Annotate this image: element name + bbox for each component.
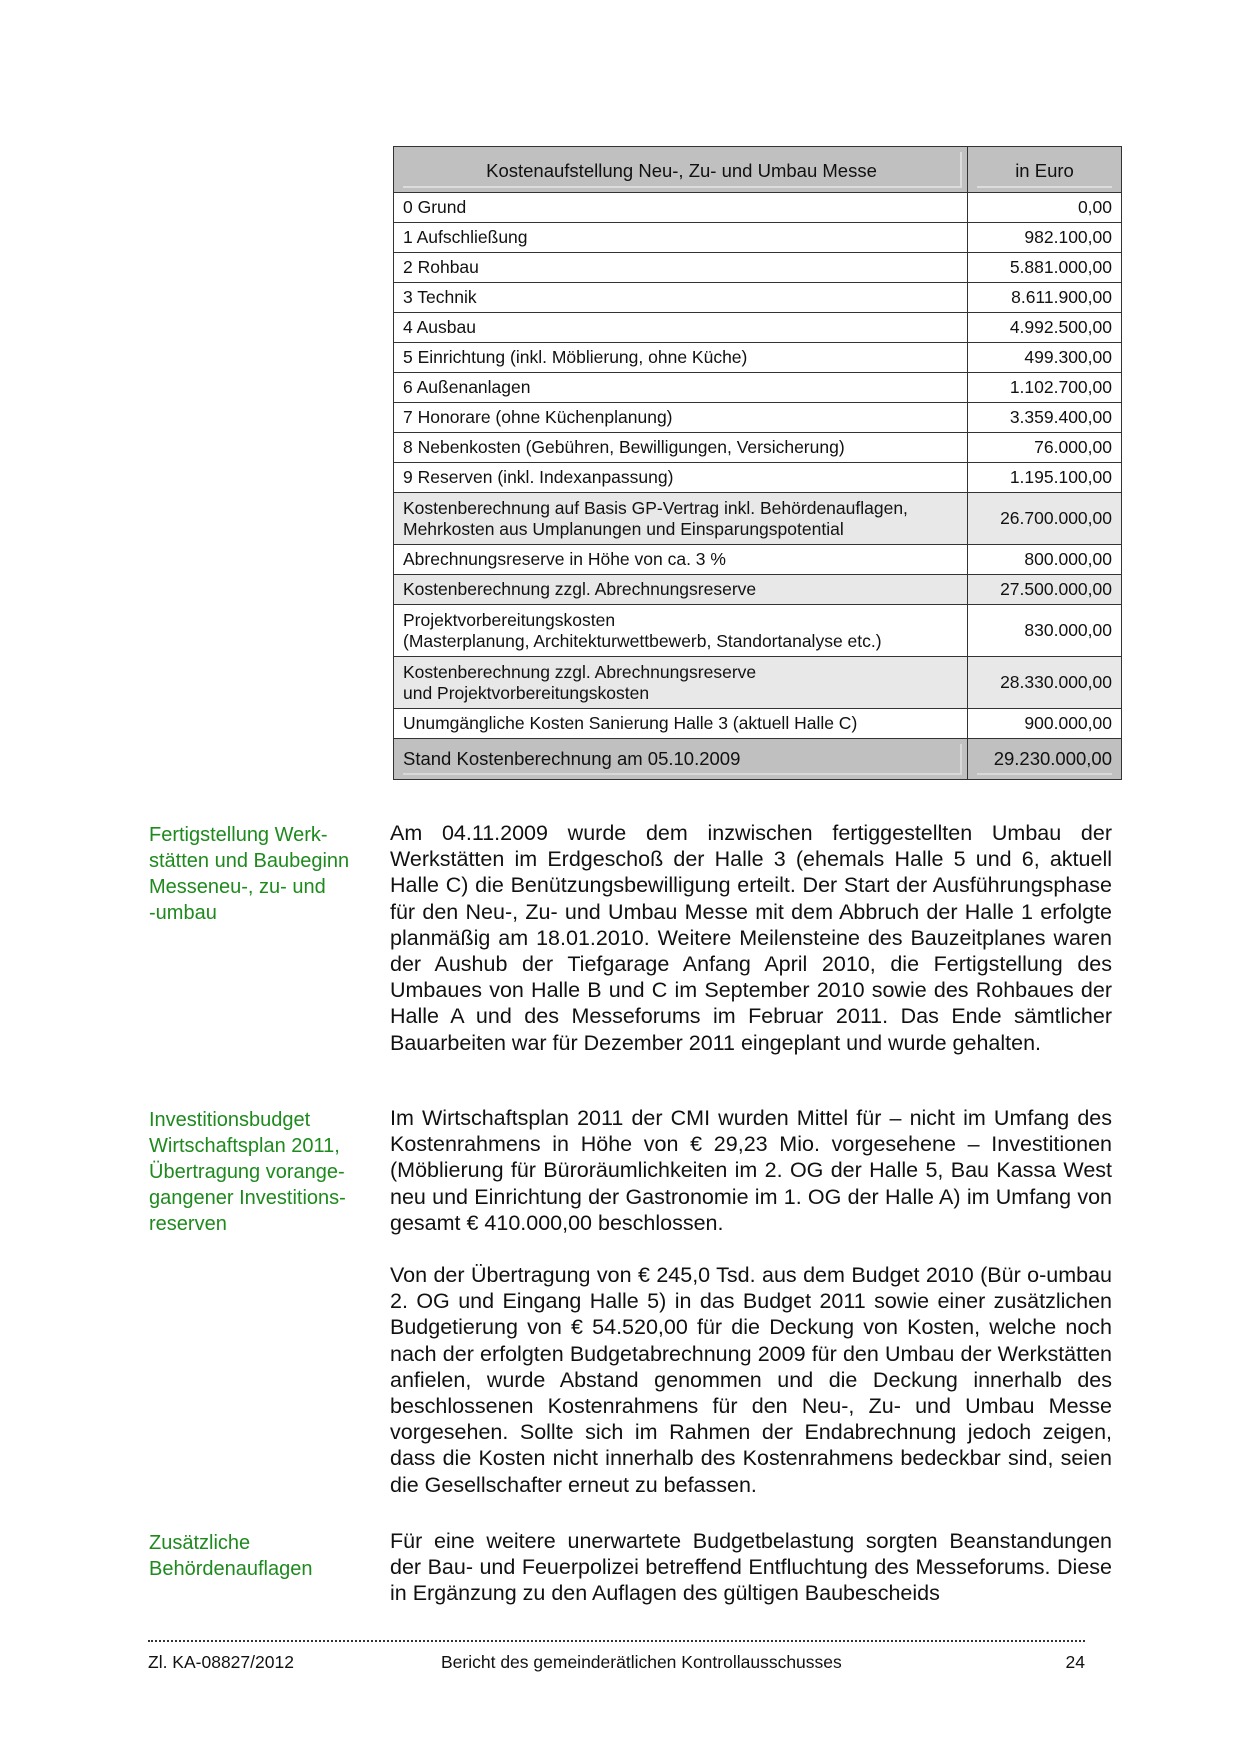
cost-table-row bbox=[394, 283, 1122, 313]
margin-note-line: Behördenauflagen bbox=[149, 1558, 313, 1580]
margin-note-additional-requirements bbox=[149, 1530, 359, 1582]
cost-item-value: 3.359.400,00 bbox=[968, 403, 1122, 433]
cost-item-value: 27.500.000,00 bbox=[968, 575, 1122, 605]
margin-note-line: Wirtschaftsplan 2011, bbox=[149, 1135, 340, 1157]
cost-table-row bbox=[394, 373, 1122, 403]
cost-item-label: 2 Rohbau bbox=[394, 253, 968, 283]
total-value-cell bbox=[968, 739, 1122, 780]
cost-item-label bbox=[394, 605, 968, 657]
cost-item-label-line: Mehrkosten aus Umplanungen und Einsparungspotential bbox=[403, 518, 844, 539]
page-number: 24 bbox=[1065, 1652, 1085, 1672]
cost-table-body bbox=[394, 193, 1122, 739]
margin-note-line: Fertigstellung Werk- bbox=[149, 824, 328, 846]
body-paragraph: Im Wirtschaftsplan 2011 der CMI wurden Mittel für – nicht im Umfang des Kostenrahmens in Höhe von € 29,23 Mio. vorgesehene – Investitionen (Möblierung für Büroräumlichkeiten im 2. OG der Halle 5, Bau Kassa West neu und Einrichtung der Gastronomie im 1. OG der Halle A) im Umfang von gesamt € 410.000,00 beschlossen. bbox=[390, 1106, 1112, 1235]
cost-item-value: 4.992.500,00 bbox=[968, 313, 1122, 343]
section-completion bbox=[390, 820, 1112, 1056]
cost-item-value: 499.300,00 bbox=[968, 343, 1122, 373]
cost-table-row bbox=[394, 433, 1122, 463]
margin-note-line: -umbau bbox=[149, 902, 217, 924]
body-paragraph: Für eine weitere unerwartete Budgetbelastung sorgten Beanstandungen der Bau- und Feuerpolizei betreffend Entfluchtung des Messeforums. Diese in Ergänzung zu den Auflagen des gültigen Baubescheids bbox=[390, 1529, 1112, 1606]
margin-note-completion bbox=[149, 822, 359, 926]
cost-item-value: 5.881.000,00 bbox=[968, 253, 1122, 283]
header-value: in Euro bbox=[977, 152, 1112, 188]
cost-item-label: 9 Reserven (inkl. Indexanpassung) bbox=[394, 463, 968, 493]
cost-item-value: 982.100,00 bbox=[968, 223, 1122, 253]
margin-note-line: gangener Investitions- bbox=[149, 1187, 346, 1209]
cost-item-label: 8 Nebenkosten (Gebühren, Bewilligungen, Versicherung) bbox=[394, 433, 968, 463]
cost-item-value: 26.700.000,00 bbox=[968, 493, 1122, 545]
cost-item-value: 1.102.700,00 bbox=[968, 373, 1122, 403]
total-label: Stand Kostenberechnung am 05.10.2009 bbox=[403, 744, 962, 775]
cost-item-label: 1 Aufschließung bbox=[394, 223, 968, 253]
cost-item-value: 0,00 bbox=[968, 193, 1122, 223]
cost-item-label-line: Projektvorbereitungskosten bbox=[403, 609, 616, 630]
total-value: 29.230.000,00 bbox=[977, 744, 1112, 775]
cost-table-row bbox=[394, 313, 1122, 343]
cost-item-label: Kostenberechnung zzgl. Abrechnungsreserve bbox=[394, 575, 968, 605]
margin-note-line: Übertragung vorange- bbox=[149, 1161, 345, 1183]
cost-item-value: 800.000,00 bbox=[968, 545, 1122, 575]
cost-item-value: 8.611.900,00 bbox=[968, 283, 1122, 313]
cost-table-header bbox=[394, 147, 1122, 193]
body-paragraph: Von der Übertragung von € 245,0 Tsd. aus dem Budget 2010 (Bür o-umbau 2. OG und Eingang Halle 5) in das Budget 2011 sowie einer zusätzlichen Budgetierung von € 54.520,00 für die Deckung von Kosten, welche noch nach der erfolgten Budgetabrechnung 2009 für den Umbau der Werkstätten anfielen, wurde Abstand genommen und die Deckung innerhalb des beschlossenen Kostenrahmens für den Neu-, Zu- und Umbau Messe vorgesehen. Sollte sich im Rahmen der Endabrechnung jedoch zeigen, dass die Kosten nicht innerhalb des Kostenrahmens bedeckbar sind, seien die Gesellschafter erneut zu befassen. bbox=[390, 1263, 1112, 1497]
cost-table-row bbox=[394, 545, 1122, 575]
cost-item-label: 5 Einrichtung (inkl. Möblierung, ohne Küche) bbox=[394, 343, 968, 373]
cost-item-value: 76.000,00 bbox=[968, 433, 1122, 463]
cost-item-label-line: Kostenberechnung auf Basis GP-Vertrag inkl. Behördenauflagen, bbox=[403, 497, 908, 518]
cost-table-row bbox=[394, 223, 1122, 253]
cost-item-label: Unumgängliche Kosten Sanierung Halle 3 (aktuell Halle C) bbox=[394, 709, 968, 739]
header-label-cell bbox=[394, 147, 968, 193]
margin-note-line: Investitionsbudget bbox=[149, 1109, 311, 1131]
cost-item-value: 900.000,00 bbox=[968, 709, 1122, 739]
cost-item-label-line: Kostenberechnung zzgl. Abrechnungsreserve bbox=[403, 661, 757, 682]
cost-table-row bbox=[394, 709, 1122, 739]
cost-item-label: 4 Ausbau bbox=[394, 313, 968, 343]
cost-table-row bbox=[394, 657, 1122, 709]
cost-item-label-line: und Projektvorbereitungskosten bbox=[403, 682, 650, 703]
section-investment-budget bbox=[390, 1105, 1112, 1498]
cost-table bbox=[393, 146, 1122, 780]
margin-note-line: reserven bbox=[149, 1213, 227, 1235]
body-paragraph: Am 04.11.2009 wurde dem inzwischen fertiggestellten Umbau der Werkstätten im Erdgeschoß der Halle 3 (ehemals Halle 5 und 6, aktuell Halle C) die Benützungsbewilligung erteilt. Der Start der Ausführungsphase für den Neu-, Zu- und Umbau Messe mit dem Abbruch der Halle 1 erfolgte planmäßig am 18.01.2010. Weitere Meilensteine des Bauzeitplanes waren der Aushub der Tiefgarage Anfang April 2010, die Fertigstellung des Umbaues von Halle B und C im September 2010 sowie des Rohbaues der Halle A und des Messeforums im Februar 2011. Das Ende sämtlicher Bauarbeiten war für Dezember 2011 eingeplant und wurde gehalten. bbox=[390, 821, 1112, 1055]
cost-item-label: 0 Grund bbox=[394, 193, 968, 223]
cost-item-label-line: (Masterplanung, Architekturwettbewerb, Standortanalyse etc.) bbox=[403, 630, 882, 651]
header-value-cell bbox=[968, 147, 1122, 193]
margin-note-line: Zusätzliche bbox=[149, 1532, 251, 1554]
cost-item-label: Abrechnungsreserve in Höhe von ca. 3 % bbox=[394, 545, 968, 575]
cost-table-row bbox=[394, 193, 1122, 223]
cost-table-row bbox=[394, 343, 1122, 373]
cost-item-value: 28.330.000,00 bbox=[968, 657, 1122, 709]
cost-item-label bbox=[394, 657, 968, 709]
total-label-cell bbox=[394, 739, 968, 780]
footer-title: Bericht des gemeinderätlichen Kontrollausschusses bbox=[441, 1652, 842, 1672]
cost-item-label: 3 Technik bbox=[394, 283, 968, 313]
cost-table-row bbox=[394, 575, 1122, 605]
section-additional-requirements bbox=[390, 1528, 1112, 1607]
margin-note-line: stätten und Baubeginn bbox=[149, 850, 350, 872]
cost-table-total-row bbox=[394, 739, 1122, 780]
cost-table-row bbox=[394, 605, 1122, 657]
cost-table-row bbox=[394, 403, 1122, 433]
footer-dotted-rule bbox=[148, 1640, 1085, 1642]
cost-item-label: 7 Honorare (ohne Küchenplanung) bbox=[394, 403, 968, 433]
cost-item-label bbox=[394, 493, 968, 545]
margin-note-line: Messeneu-, zu- und bbox=[149, 876, 326, 898]
cost-item-value: 1.195.100,00 bbox=[968, 463, 1122, 493]
cost-item-value: 830.000,00 bbox=[968, 605, 1122, 657]
cost-table-row bbox=[394, 493, 1122, 545]
cost-table-row bbox=[394, 253, 1122, 283]
cost-table-row bbox=[394, 463, 1122, 493]
margin-note-investment-budget bbox=[149, 1107, 359, 1237]
header-label: Kostenaufstellung Neu-, Zu- und Umbau Messe bbox=[403, 152, 962, 188]
cost-item-label: 6 Außenanlagen bbox=[394, 373, 968, 403]
footer-reference: Zl. KA-08827/2012 bbox=[148, 1652, 294, 1672]
